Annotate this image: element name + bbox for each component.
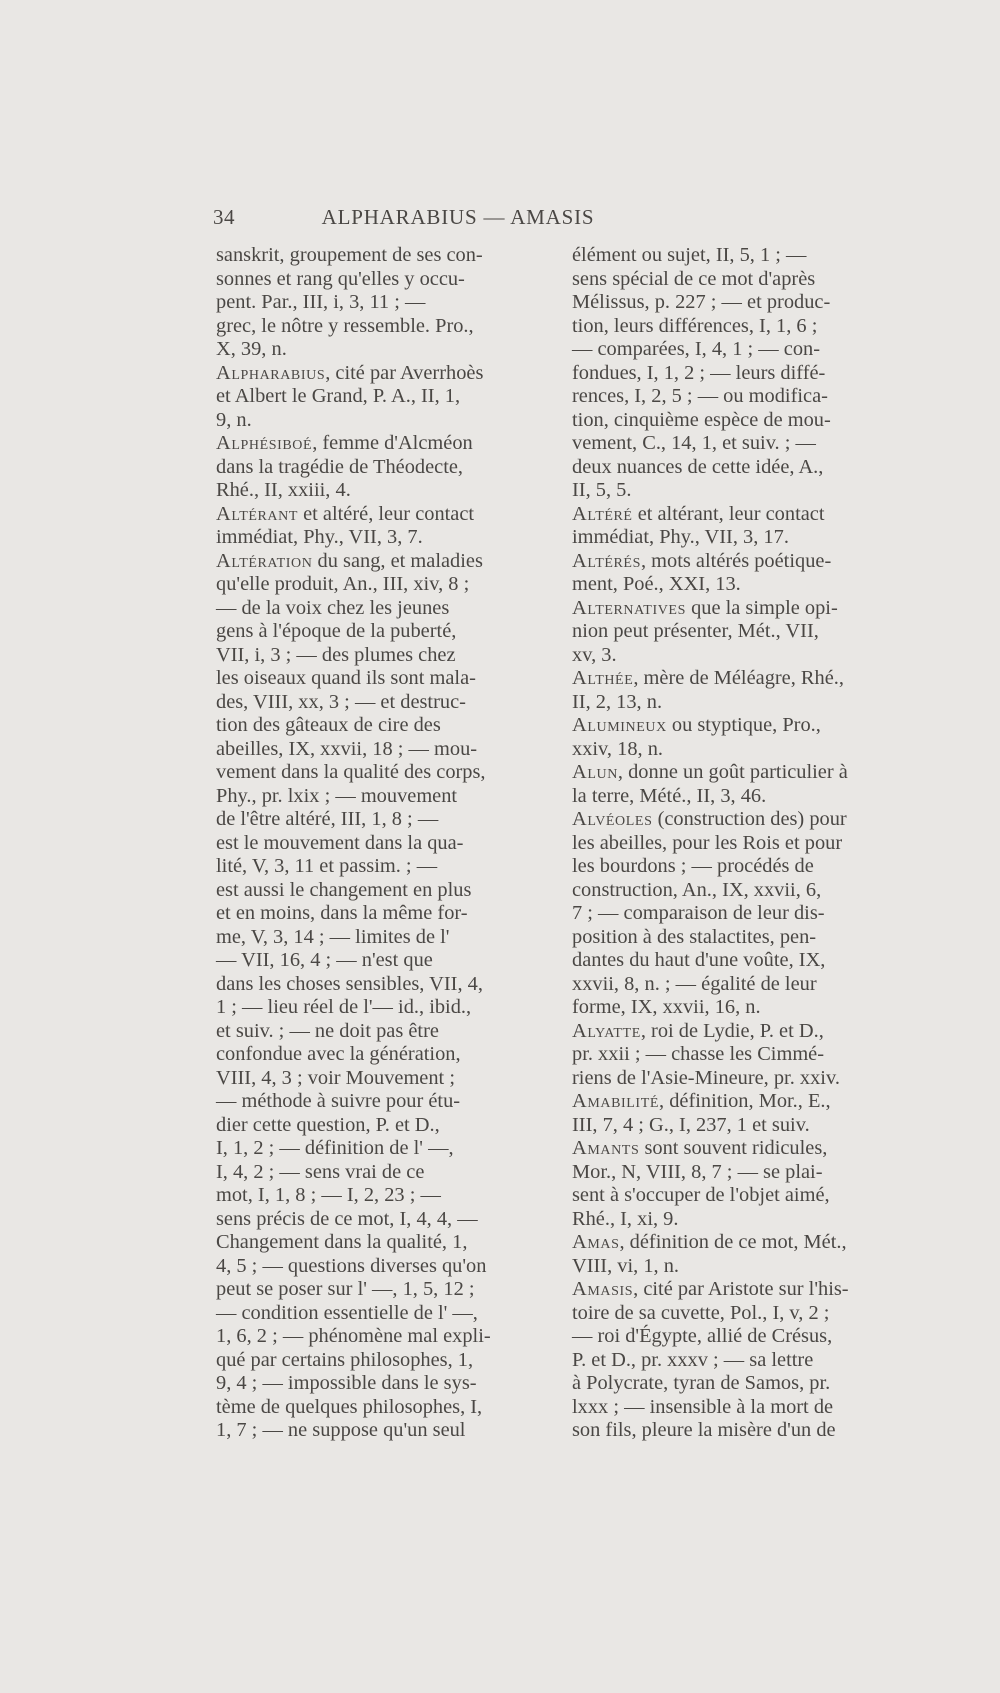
page-number: 34: [213, 205, 235, 229]
entry-line: [572, 502, 902, 527]
entry-line: 1, 7 ; — ne suppose qu'un seul: [216, 1419, 466, 1441]
entry-line: nion peut présenter, Mét., VII,: [572, 620, 819, 642]
entry-line: immédiat, Phy., VII, 3, 17.: [572, 526, 789, 548]
entry-text: et altérant, leur contact: [632, 502, 825, 525]
index-entry: [572, 667, 902, 714]
left-column: [216, 244, 544, 1443]
entry-line: dantes du haut d'une voûte, IX,: [572, 949, 826, 971]
index-entry: [572, 550, 902, 597]
entry-line: — roi d'Égypte, allié de Crésus,: [572, 1325, 833, 1347]
index-entry: [216, 432, 544, 503]
entry-line: 7 ; — comparaison de leur dis-: [572, 902, 825, 924]
entry-line: 4, 5 ; — questions diverses qu'on: [216, 1254, 487, 1277]
entry-line: tion, leurs différences, I, 1, 6 ;: [572, 314, 818, 337]
entry-line: X, 39, n.: [216, 338, 287, 360]
entry-line: [216, 432, 544, 456]
index-entry: [572, 808, 902, 1020]
entry-text: , mots altérés poétique-: [640, 549, 832, 572]
entry-line: — de la voix chez les jeunes: [216, 596, 450, 619]
entry-line: peut se poser sur l' —, 1, 5, 12 ;: [216, 1278, 475, 1300]
entry-line: dier cette question, P. et D.,: [216, 1113, 440, 1136]
entry-line: xv, 3.: [572, 643, 617, 666]
index-entry: [216, 362, 544, 433]
entry-line: 9, n.: [216, 408, 252, 431]
entry-headword: Altéré: [572, 502, 633, 525]
index-entry-continuation: [216, 244, 544, 362]
entry-line: [572, 667, 902, 691]
entry-line: tion des gâteaux de cire des: [216, 714, 441, 736]
entry-line: xxiv, 18, n.: [572, 737, 664, 760]
entry-line: [216, 502, 544, 527]
entry-line: me, V, 3, 14 ; — limites de l': [216, 925, 450, 948]
entry-line: — VII, 16, 4 ; — n'est que: [216, 949, 433, 971]
entry-line: construction, An., IX, xxvii, 6,: [572, 878, 822, 901]
entry-line: fondues, I, 1, 2 ; — leurs diffé-: [572, 361, 826, 384]
entry-line: [572, 1137, 902, 1161]
entry-text: que la simple opi-: [685, 596, 838, 619]
entry-line: rences, I, 2, 5 ; — ou modifica-: [572, 385, 828, 407]
entry-line: Rhé., II, xxiii, 4.: [216, 479, 351, 501]
entry-line: vement, C., 14, 1, et suiv. ; —: [572, 432, 816, 454]
entry-headword: Altération: [216, 549, 313, 572]
entry-line: — condition essentielle de l' —,: [216, 1301, 478, 1324]
entry-line: tion, cinquième espèce de mou-: [572, 408, 831, 431]
entry-headword: Amas: [572, 1231, 620, 1253]
entry-headword: Alun: [572, 761, 618, 783]
index-entry: [572, 1020, 902, 1091]
entry-line: est le mouvement dans la qua-: [216, 831, 464, 854]
entry-headword: Altérés: [572, 549, 641, 572]
entry-line: toire de sa cuvette, Pol., I, v, 2 ;: [572, 1301, 830, 1324]
entry-line: son fils, pleure la misère d'un de: [572, 1419, 836, 1441]
entry-text: , définition, Mor., E.,: [659, 1090, 831, 1112]
entry-text: , mère de Méléagre, Rhé.,: [633, 667, 844, 689]
entry-line: immédiat, Phy., VII, 3, 7.: [216, 526, 423, 548]
entry-headword: Alvéoles: [572, 808, 653, 830]
entry-line: à Polycrate, tyran de Samos, pr.: [572, 1372, 831, 1394]
entry-line: VIII, vi, 1, n.: [572, 1254, 680, 1277]
entry-line: abeilles, IX, xxvii, 18 ; — mou-: [216, 737, 478, 760]
running-head: ALPHARABIUS — AMASIS: [321, 205, 595, 229]
index-entry: [216, 550, 544, 1443]
entry-line: I, 4, 2 ; — sens vrai de ce: [216, 1160, 425, 1183]
entry-line: ment, Poé., XXI, 13.: [572, 573, 741, 595]
entry-headword: Amasis: [572, 1278, 634, 1300]
entry-line: sonnes et rang qu'elles y occu-: [216, 267, 465, 290]
entry-line: [572, 1278, 902, 1302]
entry-text: (construction des) pour: [652, 808, 847, 830]
index-entry: [572, 1137, 902, 1231]
entry-line: élément ou sujet, II, 5, 1 ; —: [572, 244, 807, 266]
entry-line: P. et D., pr. xxxv ; — sa lettre: [572, 1348, 814, 1371]
entry-line: 1 ; — lieu réel de l'— id., ibid.,: [216, 996, 472, 1018]
entry-line: II, 5, 5.: [572, 479, 632, 501]
index-entry: [572, 597, 902, 668]
index-entry: [572, 1278, 902, 1443]
page-header: [213, 205, 703, 233]
entry-line: — méthode à suivre pour étu-: [216, 1090, 461, 1112]
entry-line: lité, V, 3, 11 et passim. ; —: [216, 855, 438, 877]
entry-line: de l'être altéré, III, 1, 8 ; —: [216, 808, 439, 830]
entry-line: Rhé., I, xi, 9.: [572, 1207, 679, 1230]
entry-headword: Amabilité: [572, 1090, 660, 1112]
entry-line: sent à s'occuper de l'objet aimé,: [572, 1184, 830, 1206]
entry-line: 9, 4 ; — impossible dans le sys-: [216, 1372, 477, 1394]
entry-line: la terre, Mété., II, 3, 46.: [572, 784, 767, 807]
entry-line: [216, 361, 544, 386]
entry-line: [572, 549, 902, 574]
entry-line: pr. xxii ; — chasse les Cimmé-: [572, 1043, 825, 1065]
entry-line: les oiseaux quand ils sont mala-: [216, 667, 476, 689]
entry-line: et Albert le Grand, P. A., II, 1,: [216, 385, 461, 407]
entry-line: sens précis de ce mot, I, 4, 4, —: [216, 1207, 478, 1230]
entry-line: grec, le nôtre y ressemble. Pro.,: [216, 314, 474, 337]
entry-line: [572, 596, 902, 621]
entry-line: — comparées, I, 4, 1 ; — con-: [572, 338, 821, 360]
entry-line: III, 7, 4 ; G., I, 237, 1 et suiv.: [572, 1113, 810, 1136]
entry-line: qué par certains philosophes, 1,: [216, 1348, 474, 1371]
entry-line: VIII, 4, 3 ; voir Mouvement ;: [216, 1066, 455, 1089]
entry-line: gens à l'époque de la puberté,: [216, 620, 457, 642]
entry-text: , définition de ce mot, Mét.,: [619, 1231, 847, 1253]
index-entry: [572, 1090, 902, 1137]
entry-text: , cité par Aristote sur l'his-: [633, 1278, 849, 1300]
entry-line: lxxx ; — insensible à la mort de: [572, 1395, 834, 1418]
entry-line: [572, 1019, 902, 1044]
entry-line: xxvii, 8, n. ; — égalité de leur: [572, 972, 817, 995]
entry-line: [216, 549, 544, 574]
entry-line: tème de quelques philosophes, I,: [216, 1395, 483, 1418]
entry-text: , roi de Lydie, P. et D.,: [640, 1019, 824, 1042]
index-entry: [572, 714, 902, 761]
entry-text: , cité par Averrhoès: [325, 361, 484, 384]
entry-line: [572, 808, 902, 832]
entry-line: pent. Par., III, i, 3, 11 ; —: [216, 291, 426, 313]
entry-line: confondue avec la génération,: [216, 1043, 461, 1065]
entry-line: [572, 714, 902, 738]
entry-text: , femme d'Alcméon: [312, 432, 473, 454]
entry-line: I, 1, 2 ; — définition de l' —,: [216, 1137, 454, 1159]
entry-line: vement dans la qualité des corps,: [216, 761, 486, 783]
entry-text: du sang, et maladies: [312, 549, 483, 572]
entry-line: les bourdons ; — procédés de: [572, 855, 814, 877]
entry-line: les abeilles, pour les Rois et pour: [572, 831, 843, 854]
entry-headword: Alternatives: [572, 596, 686, 619]
entry-line: II, 2, 13, n.: [572, 690, 663, 713]
entry-text: et altéré, leur contact: [298, 502, 475, 525]
entry-line: riens de l'Asie-Mineure, pr. xxiv.: [572, 1066, 840, 1089]
entry-line: dans les choses sensibles, VII, 4,: [216, 972, 483, 995]
index-entry: [216, 503, 544, 550]
index-entry: [572, 503, 902, 550]
entry-line: et suiv. ; — ne doit pas être: [216, 1019, 439, 1042]
entry-line: [572, 761, 902, 785]
entry-line: est aussi le changement en plus: [216, 878, 472, 901]
entry-line: VII, i, 3 ; — des plumes chez: [216, 643, 456, 666]
entry-headword: Althée: [572, 667, 634, 689]
entry-text: sont souvent ridicules,: [639, 1137, 828, 1159]
entry-line: forme, IX, xxvii, 16, n.: [572, 996, 761, 1018]
entry-line: [572, 1090, 902, 1114]
entry-line: dans la tragédie de Théodecte,: [216, 455, 464, 478]
entry-line: deux nuances de cette idée, A.,: [572, 455, 824, 478]
entry-headword: Alpharabius: [216, 361, 326, 384]
entry-line: [572, 1231, 902, 1255]
right-column: [572, 244, 902, 1443]
entry-text: , donne un goût particulier à: [617, 761, 848, 783]
entry-line: Changement dans la qualité, 1,: [216, 1231, 468, 1253]
entry-line: et en moins, dans la même for-: [216, 902, 468, 924]
entry-line: 1, 6, 2 ; — phénomène mal expli-: [216, 1325, 491, 1347]
entry-headword: Altérant: [216, 502, 299, 525]
entry-headword: Alyatte: [572, 1019, 641, 1042]
entry-line: sanskrit, groupement de ses con-: [216, 244, 483, 266]
entry-line: Mor., N, VIII, 8, 7 ; — se plai-: [572, 1160, 823, 1183]
entry-line: qu'elle produit, An., III, xiv, 8 ;: [216, 573, 470, 595]
entry-text: ou styptique, Pro.,: [666, 714, 821, 736]
entry-line: sens spécial de ce mot d'après: [572, 267, 816, 290]
entry-line: Phy., pr. lxix ; — mouvement: [216, 784, 458, 807]
entry-headword: Alumineux: [572, 714, 667, 736]
entry-line: Mélissus, p. 227 ; — et produc-: [572, 291, 831, 313]
entry-line: mot, I, 1, 8 ; — I, 2, 23 ; —: [216, 1184, 441, 1206]
entry-headword: Amants: [572, 1137, 640, 1159]
entry-headword: Alphésiboé: [216, 432, 313, 454]
entry-line: position à des stalactites, pen-: [572, 925, 817, 948]
index-entry: [572, 761, 902, 808]
index-entry: [572, 1231, 902, 1278]
index-entry-continuation: [572, 244, 902, 503]
entry-line: des, VIII, xx, 3 ; — et destruc-: [216, 690, 466, 713]
